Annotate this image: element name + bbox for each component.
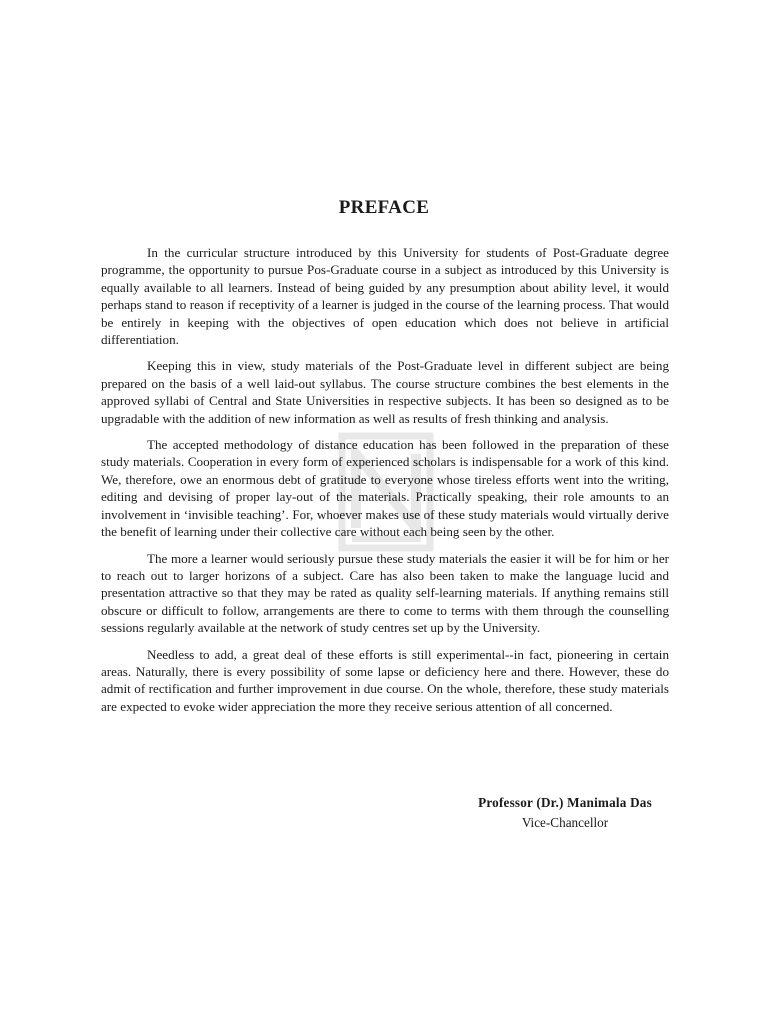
paragraph-3: The accepted methodology of distance education has been followed in the preparation of these study materials. Cooperation in every form of experienced scholars is indispensable for a work of this kind. We, therefore, owe an enormous debt of gratitude to everyone whose tireless efforts went into the writing, editing and devising of proper lay-out of the materials. Practically speaking, their role amounts to an involvement in ‘invisible teaching’. For, whoever makes use of these study materials would virtually derive the benefit of learning under their collective care without each being seen by the other. bbox=[101, 437, 669, 540]
paragraph-1: In the curricular structure introduced by this University for students of Post-Graduate degree programme, the opportunity to pursue Pos-Graduate course in a subject as introduced by this University is equally available to all learners. Instead of being guided by any presumption about ability level, it would perhaps stand to reason if receptivity of a learner is judged in the course of the learning process. That would be entirely in keeping with the objectives of open education which does not believe in artificial differentiation. bbox=[101, 245, 669, 348]
paragraph-5: Needless to add, a great deal of these efforts is still experimental--in fact, pioneering in certain areas. Naturally, there is every possibility of some lapse or deficiency here and there. However, these do admit of rectification and further improvement in due course. On the whole, therefore, these study materials are expected to evoke wider appreciation the more they receive serious attention of all concerned. bbox=[101, 646, 669, 714]
signature-block bbox=[440, 794, 690, 832]
signatory-role: Vice-Chancellor bbox=[521, 815, 609, 830]
paragraph-4: The more a learner would seriously pursue these study materials the easier it will be for him or her to reach out to larger horizons of a subject. Care has also been taken to make the language lucid and presentation attractive so that they may be rated as quality self-learning materials. If anything remains still obscure or difficult to follow, arrangements are there to come to terms with them through the counselling sessions regularly available at the network of study centres set up by the University. bbox=[101, 550, 669, 636]
signatory-name: Professor (Dr.) Manimala Das bbox=[478, 795, 652, 810]
page-title: PREFACE bbox=[338, 197, 430, 218]
preface-body bbox=[101, 244, 669, 724]
paragraph-2: Keeping this in view, study materials of the Post-Graduate level in different subject are being prepared on the basis of a well laid-out syllabus. The course structure combines the best elements in the approved syllabi of Central and State Universities in respective subjects. It has been so designed as to be upgradable with the addition of new information as well as results of fresh thinking and analysis. bbox=[101, 358, 669, 426]
